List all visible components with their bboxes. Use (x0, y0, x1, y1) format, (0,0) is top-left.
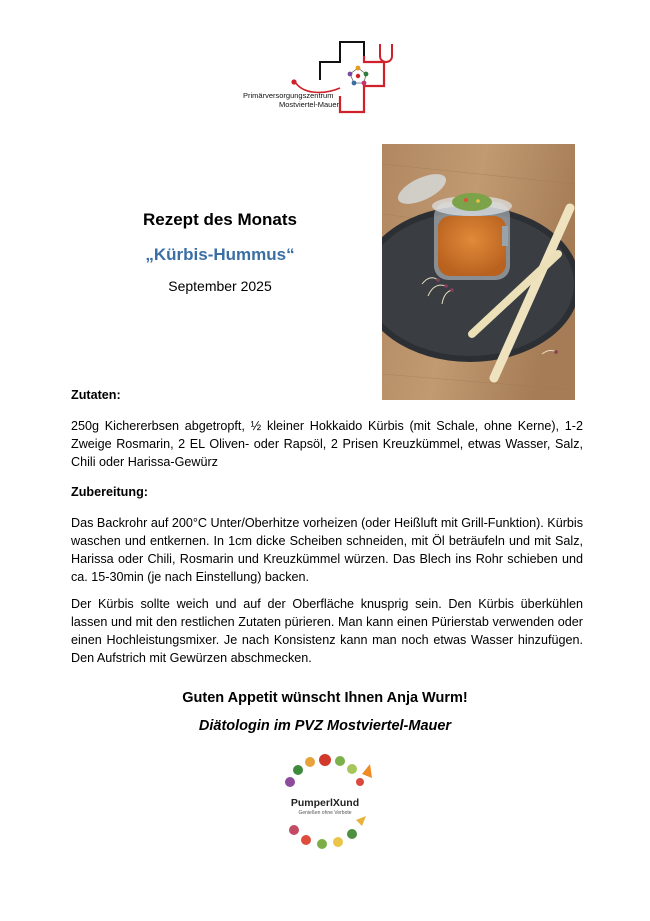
pumpkin-hummus-photo (382, 144, 575, 400)
preparation-paragraph-1: Das Backrohr auf 200°C Unter/Oberhitze vorheizen (oder Heißluft mit Grill-Funktion). Kürbis waschen und entkernen. In 1cm dicke Scheiben schneiden, mit Öl beträufeln und mit Salz, Harissa oder Chili, Rosmarin und Kreuzkümmel würzen. Das Blech ins Rohr schieben und ca. 15-30min (je nach Einstellung) backen. (71, 516, 583, 584)
logo-text-line1: Primärversorgungszentrum (243, 91, 334, 100)
recipe-date: September 2025 (168, 278, 272, 294)
pumperlxund-name: PumperlXund (290, 797, 360, 809)
pumperlxund-tagline: Genießen ohne Verbote (298, 810, 352, 816)
closing-signature: Diätologin im PVZ Mostviertel-Mauer (198, 718, 452, 734)
closing-block (0, 690, 650, 734)
recipe-content (71, 386, 583, 676)
pvz-logo (240, 36, 420, 116)
logo-text-line2: Mostviertel-Mauer (279, 100, 340, 109)
ingredients-heading: Zutaten: (71, 388, 121, 402)
pumperlxund-logo (270, 752, 380, 852)
ingredients-text: 250g Kichererbsen abgetropft, ½ kleiner Hokkaido Kürbis (mit Schale, ohne Kerne), 1-2 Zweige Rosmarin, 2 EL Oliven- oder Rapsöl, 2 Prisen Kreuzkümmel, etwas Wasser, Salz, Chili oder Harissa-Gewürz (71, 419, 583, 469)
closing-greeting: Guten Appetit wünscht Ihnen Anja Wurm! (182, 690, 468, 706)
title-block (100, 210, 340, 294)
preparation-paragraph-2: Der Kürbis sollte weich und auf der Oberfläche knusprig sein. Den Kürbis überkühlen lassen und mit den restlichen Zutaten pürieren. Man kann einen Pürierstab verwenden oder einen Hochleistungsmixer. Je nach Konsistenz kann man noch etwas Wasser hinzufügen. Den Aufstrich mit Gewürzen abschmecken. (71, 597, 583, 665)
preparation-heading: Zubereitung: (71, 485, 148, 499)
recipe-name: „Kürbis-Hummus“ (145, 245, 295, 264)
network-dots-icon (348, 66, 369, 86)
page-title: Rezept des Monats (143, 210, 297, 229)
